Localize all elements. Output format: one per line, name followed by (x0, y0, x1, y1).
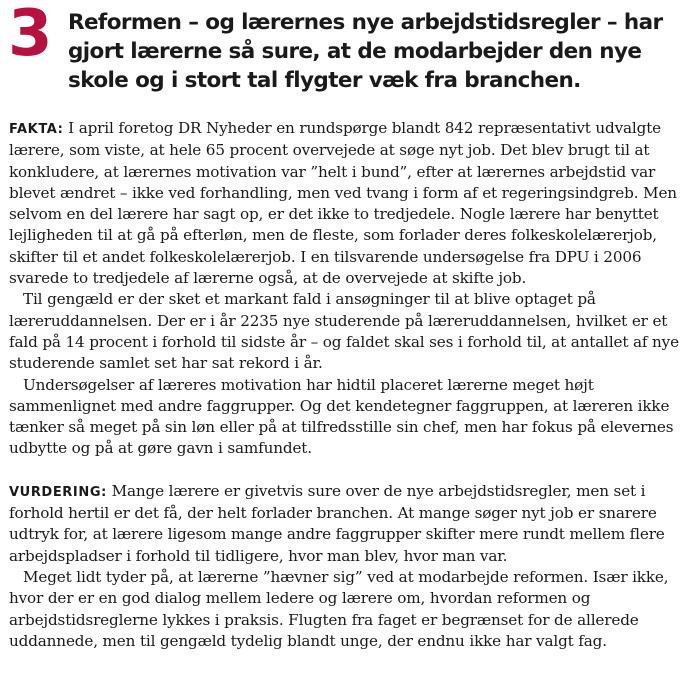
fakta-paragraph-2: Til gengæld er der sket et markant fald i ansøgninger til at blive optaget på læreruddannelsen. Der er i år 2235 nye studerende på læreruddannelsen, hvilket er et fald på 14 procent i forhold til sidste år – og faldet skal ses i forhold til, at antallet af nye studerende samlet set har sat rekord i år. (9, 290, 679, 373)
fakta-paragraph-3: Undersøgelser af læreres motivation har hidtil placeret lærerne meget højt sammenlignet med andre faggrupper. Og det kendetegner faggruppen, at læreren ikke tænker så meget på sin løn eller på at tilfredsstille sin chef, men har fokus på elevernes udbytte og på at gøre gavn i samfundet. (9, 375, 674, 458)
fakta-label: FAKTA: (9, 122, 64, 137)
article-body (9, 118, 691, 652)
section-gap (9, 460, 691, 481)
vurdering-text-1: Mange lærere er givetvis sure over de nye arbejdstidsregler, men set i forhold hertil er det få, der helt forlader branchen. At mange søger nyt job er snarere udtryk for, at lærere ligesom mange andre faggrupper skifter mere rundt mellem flere arbejdspladser i forhold til tidligere, hvor man blev, hvor man var. (9, 481, 665, 565)
vurdering-paragraph-2: Meget lidt tyder på, at lærerne ”hævner sig” ved at modarbejde reformen. Især ikke, hvor der er en god dialog mellem ledere og lærere om, hvordan reformen og arbejdstidsreglerne lykkes i praksis. Flugten fra faget er begrænset for de allerede uddannede, men til gengæld tydelig blandt unge, der endnu ikke har valgt fag. (9, 567, 669, 650)
vurdering-label: VURDERING: (9, 484, 107, 500)
fakta-text-1: I april foretog DR Nyheder en rundspørge blandt 842 repræsentativt udvalgte lærere, som viste, at hele 65 procent overvejede at søge nyt job. Det blev brugt til at konkludere, at lærernes motivation var ”helt i bund”, efter at lærernes arbejdstid var blevet ændret – ikke ved forhandling, men ved tvang i form af et regeringsindgreb. Men selvom en del lærere har sagt op, er det ikke to tredjedele. Nogle lærere har benyttet lejligheden til at gå på efterløn, men de fleste, som forlader deres folkeskolelærerjob, skifter til et andet folkeskolelærerjob. I en tilsvarende undersøgelse fra DPU i 2006 svarede to tredjedele af lærerne også, at de overvejede at skifte job. (9, 119, 677, 288)
fakta-paragraph-1 (9, 118, 691, 289)
section-number: 3 (8, 0, 53, 71)
vurdering-paragraph-1 (9, 481, 691, 567)
headline: Reformen – og lærernes nye arbejdstidsregler – har gjort lærerne så sure, at de modarbejder den nye skole og i stort tal flygter væk fra branchen. (68, 10, 663, 93)
